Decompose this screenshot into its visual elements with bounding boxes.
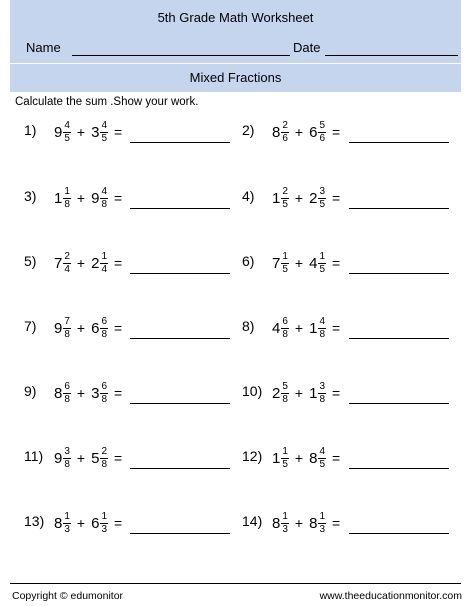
equals-sign: = — [332, 385, 341, 401]
plus-sign: + — [76, 450, 86, 466]
fraction-part — [281, 252, 289, 275]
date-label: Date — [293, 40, 321, 55]
numerator: 2 — [282, 185, 288, 197]
answer-line[interactable] — [349, 208, 449, 209]
problem-14 — [242, 503, 457, 543]
mixed-number-b — [309, 447, 326, 470]
mixed-number-b — [91, 382, 108, 405]
denominator: 5 — [319, 263, 325, 275]
problem-expression — [272, 243, 340, 283]
denominator: 8 — [64, 393, 70, 405]
mixed-number-b — [309, 382, 326, 405]
whole-part: 8 — [309, 514, 318, 532]
whole-part: 3 — [91, 123, 100, 141]
fraction-part — [318, 512, 326, 535]
problem-number: 7) — [24, 318, 37, 334]
problem-number: 6) — [242, 253, 255, 269]
fraction-part — [318, 252, 326, 275]
answer-line[interactable] — [130, 273, 230, 274]
answer-line[interactable] — [349, 468, 449, 469]
denominator: 8 — [319, 393, 325, 405]
numerator: 4 — [101, 185, 107, 197]
problem-number: 9) — [24, 383, 37, 399]
numerator: 6 — [64, 380, 70, 392]
whole-part: 9 — [91, 189, 100, 207]
problem-1 — [24, 112, 239, 152]
mixed-number-a — [272, 382, 289, 405]
fraction-part — [100, 382, 108, 405]
fraction-part — [100, 512, 108, 535]
mixed-number-b — [309, 512, 326, 535]
denominator: 8 — [282, 393, 288, 405]
answer-line[interactable] — [349, 338, 449, 339]
denominator: 3 — [319, 523, 325, 535]
problem-11 — [24, 438, 239, 478]
equals-sign: = — [332, 450, 341, 466]
fraction-part — [100, 252, 108, 275]
fraction-part — [318, 187, 326, 210]
mixed-number-b — [309, 252, 326, 275]
plus-sign: + — [294, 515, 304, 531]
numerator: 1 — [101, 510, 107, 522]
numerator: 5 — [319, 119, 325, 131]
problem-expression — [272, 438, 340, 478]
numerator: 4 — [319, 315, 325, 327]
problem-number: 13) — [24, 513, 45, 529]
equals-sign: = — [114, 124, 123, 140]
name-field[interactable] — [72, 55, 290, 56]
denominator: 8 — [101, 198, 107, 210]
fraction-part — [281, 447, 289, 470]
plus-sign: + — [76, 385, 86, 401]
mixed-number-a — [272, 187, 289, 210]
equals-sign: = — [332, 320, 341, 336]
mixed-number-a — [54, 187, 71, 210]
denominator: 5 — [282, 458, 288, 470]
numerator: 7 — [64, 315, 70, 327]
whole-part: 1 — [272, 449, 281, 467]
problem-12 — [242, 438, 457, 478]
numerator: 1 — [282, 445, 288, 457]
equals-sign: = — [332, 190, 341, 206]
numerator: 6 — [101, 380, 107, 392]
problem-number: 2) — [242, 122, 255, 138]
problem-number: 11) — [24, 448, 44, 464]
equals-sign: = — [332, 255, 341, 271]
worksheet-header — [10, 0, 461, 92]
equals-sign: = — [114, 190, 123, 206]
answer-line[interactable] — [130, 468, 230, 469]
equals-sign: = — [114, 255, 123, 271]
mixed-number-a — [54, 512, 71, 535]
answer-line[interactable] — [130, 533, 230, 534]
equals-sign: = — [114, 515, 123, 531]
denominator: 4 — [64, 263, 70, 275]
problem-expression — [272, 112, 340, 152]
numerator: 3 — [319, 380, 325, 392]
whole-part: 8 — [272, 123, 281, 141]
mixed-number-a — [272, 252, 289, 275]
problem-number: 1) — [24, 122, 37, 138]
numerator: 3 — [319, 185, 325, 197]
problem-expression — [272, 178, 340, 218]
mixed-number-b — [91, 121, 108, 144]
problem-expression — [272, 503, 340, 543]
fraction-part — [63, 187, 71, 210]
denominator: 8 — [282, 328, 288, 340]
mixed-number-a — [272, 447, 289, 470]
denominator: 8 — [64, 198, 70, 210]
numerator: 3 — [64, 445, 70, 457]
problem-expression — [54, 178, 122, 218]
equals-sign: = — [114, 450, 123, 466]
problem-expression — [54, 503, 122, 543]
mixed-number-b — [91, 317, 108, 340]
mixed-number-a — [54, 382, 71, 405]
problem-10 — [242, 373, 457, 413]
fraction-part — [63, 252, 71, 275]
whole-part: 3 — [91, 384, 100, 402]
plus-sign: + — [76, 124, 86, 140]
problem-expression — [272, 373, 340, 413]
copyright-text: Copyright © edumonitor — [12, 590, 124, 602]
numerator: 4 — [319, 445, 325, 457]
plus-sign: + — [294, 450, 304, 466]
fraction-part — [318, 317, 326, 340]
denominator: 4 — [101, 263, 107, 275]
whole-part: 1 — [309, 319, 318, 337]
instructions: Calculate the sum .Show your work. — [15, 96, 199, 108]
website-text: www.theeducationmonitor.com — [319, 590, 462, 602]
denominator: 3 — [282, 523, 288, 535]
fraction-part — [100, 447, 108, 470]
fraction-part — [281, 512, 289, 535]
numerator: 1 — [282, 510, 288, 522]
denominator: 3 — [64, 523, 70, 535]
problem-number: 12) — [242, 448, 263, 464]
plus-sign: + — [76, 255, 86, 271]
mixed-number-a — [54, 252, 71, 275]
answer-line[interactable] — [130, 142, 230, 143]
fraction-part — [63, 382, 71, 405]
numerator: 5 — [282, 380, 288, 392]
whole-part: 7 — [272, 254, 281, 272]
numerator: 4 — [101, 119, 107, 131]
date-field[interactable] — [325, 55, 458, 56]
footer-divider — [10, 583, 461, 584]
fraction-part — [100, 317, 108, 340]
denominator: 8 — [101, 393, 107, 405]
mixed-number-a — [272, 121, 289, 144]
problem-expression — [54, 373, 122, 413]
numerator: 1 — [319, 510, 325, 522]
fraction-part — [63, 121, 71, 144]
numerator: 6 — [101, 315, 107, 327]
mixed-number-b — [309, 317, 326, 340]
equals-sign: = — [332, 515, 341, 531]
problem-2 — [242, 112, 457, 152]
mixed-number-b — [91, 187, 108, 210]
numerator: 1 — [64, 510, 70, 522]
fraction-part — [63, 512, 71, 535]
denominator: 5 — [282, 198, 288, 210]
whole-part: 8 — [54, 514, 63, 532]
numerator: 2 — [101, 445, 107, 457]
worksheet-title: 5th Grade Math Worksheet — [157, 10, 314, 25]
fraction-part — [318, 382, 326, 405]
numerator: 1 — [319, 250, 325, 262]
denominator: 5 — [282, 263, 288, 275]
problem-8 — [242, 308, 457, 348]
whole-part: 8 — [309, 449, 318, 467]
fraction-part — [281, 382, 289, 405]
problem-number: 8) — [242, 318, 255, 334]
plus-sign: + — [294, 320, 304, 336]
whole-part: 2 — [272, 384, 281, 402]
problem-expression — [54, 308, 122, 348]
whole-part: 1 — [309, 384, 318, 402]
whole-part: 9 — [54, 123, 63, 141]
problem-number: 5) — [24, 253, 37, 269]
whole-part: 9 — [54, 319, 63, 337]
plus-sign: + — [76, 190, 86, 206]
problem-number: 4) — [242, 188, 255, 204]
problem-9 — [24, 373, 239, 413]
numerator: 1 — [101, 250, 107, 262]
whole-part: 8 — [54, 384, 63, 402]
whole-part: 6 — [91, 319, 100, 337]
whole-part: 4 — [272, 319, 281, 337]
fraction-part — [281, 187, 289, 210]
plus-sign: + — [294, 124, 304, 140]
numerator: 2 — [64, 250, 70, 262]
numerator: 4 — [64, 119, 70, 131]
mixed-number-b — [309, 121, 326, 144]
whole-part: 9 — [54, 449, 63, 467]
fraction-part — [281, 121, 289, 144]
answer-line[interactable] — [349, 142, 449, 143]
answer-line[interactable] — [349, 273, 449, 274]
mixed-number-a — [272, 317, 289, 340]
header-divider — [10, 63, 461, 64]
mixed-number-a — [54, 447, 71, 470]
problem-4 — [242, 178, 457, 218]
problem-expression — [272, 308, 340, 348]
fraction-part — [100, 187, 108, 210]
plus-sign: + — [76, 320, 86, 336]
whole-part: 4 — [309, 254, 318, 272]
fraction-part — [318, 447, 326, 470]
whole-part: 1 — [54, 189, 63, 207]
numerator: 2 — [282, 119, 288, 131]
denominator: 8 — [101, 328, 107, 340]
mixed-number-a — [54, 121, 71, 144]
mixed-number-b — [91, 447, 108, 470]
answer-line[interactable] — [130, 208, 230, 209]
denominator: 5 — [319, 198, 325, 210]
problem-6 — [242, 243, 457, 283]
whole-part: 8 — [272, 514, 281, 532]
denominator: 5 — [64, 132, 70, 144]
problem-number: 10) — [242, 383, 263, 399]
numerator: 1 — [64, 185, 70, 197]
name-date-row — [26, 40, 446, 58]
name-label: Name — [26, 40, 61, 55]
problem-5 — [24, 243, 239, 283]
problem-number: 3) — [24, 188, 37, 204]
problem-13 — [24, 503, 239, 543]
whole-part: 6 — [91, 514, 100, 532]
whole-part: 5 — [91, 449, 100, 467]
fraction-part — [100, 121, 108, 144]
equals-sign: = — [332, 124, 341, 140]
mixed-number-b — [309, 187, 326, 210]
whole-part: 6 — [309, 123, 318, 141]
plus-sign: + — [294, 385, 304, 401]
fraction-part — [281, 317, 289, 340]
plus-sign: + — [294, 190, 304, 206]
problem-3 — [24, 178, 239, 218]
mixed-number-b — [91, 512, 108, 535]
problem-expression — [54, 243, 122, 283]
denominator: 6 — [319, 132, 325, 144]
problem-7 — [24, 308, 239, 348]
numerator: 6 — [282, 315, 288, 327]
answer-line[interactable] — [349, 533, 449, 534]
problem-expression — [54, 112, 122, 152]
whole-part: 2 — [91, 254, 100, 272]
equals-sign: = — [114, 385, 123, 401]
numerator: 1 — [282, 250, 288, 262]
denominator: 5 — [101, 132, 107, 144]
denominator: 6 — [282, 132, 288, 144]
worksheet-subtitle: Mixed Fractions — [189, 70, 282, 85]
problem-number: 14) — [242, 513, 263, 529]
whole-part: 7 — [54, 254, 63, 272]
denominator: 8 — [64, 328, 70, 340]
whole-part: 1 — [272, 189, 281, 207]
denominator: 3 — [101, 523, 107, 535]
answer-line[interactable] — [349, 403, 449, 404]
fraction-part — [318, 121, 326, 144]
whole-part: 2 — [309, 189, 318, 207]
denominator: 8 — [319, 328, 325, 340]
denominator: 8 — [101, 458, 107, 470]
equals-sign: = — [114, 320, 123, 336]
problem-expression — [54, 438, 122, 478]
plus-sign: + — [76, 515, 86, 531]
answer-line[interactable] — [130, 403, 230, 404]
plus-sign: + — [294, 255, 304, 271]
fraction-part — [63, 317, 71, 340]
mixed-number-a — [54, 317, 71, 340]
fraction-part — [63, 447, 71, 470]
answer-line[interactable] — [130, 338, 230, 339]
mixed-number-a — [272, 512, 289, 535]
mixed-number-b — [91, 252, 108, 275]
denominator: 8 — [64, 458, 70, 470]
denominator: 5 — [319, 458, 325, 470]
